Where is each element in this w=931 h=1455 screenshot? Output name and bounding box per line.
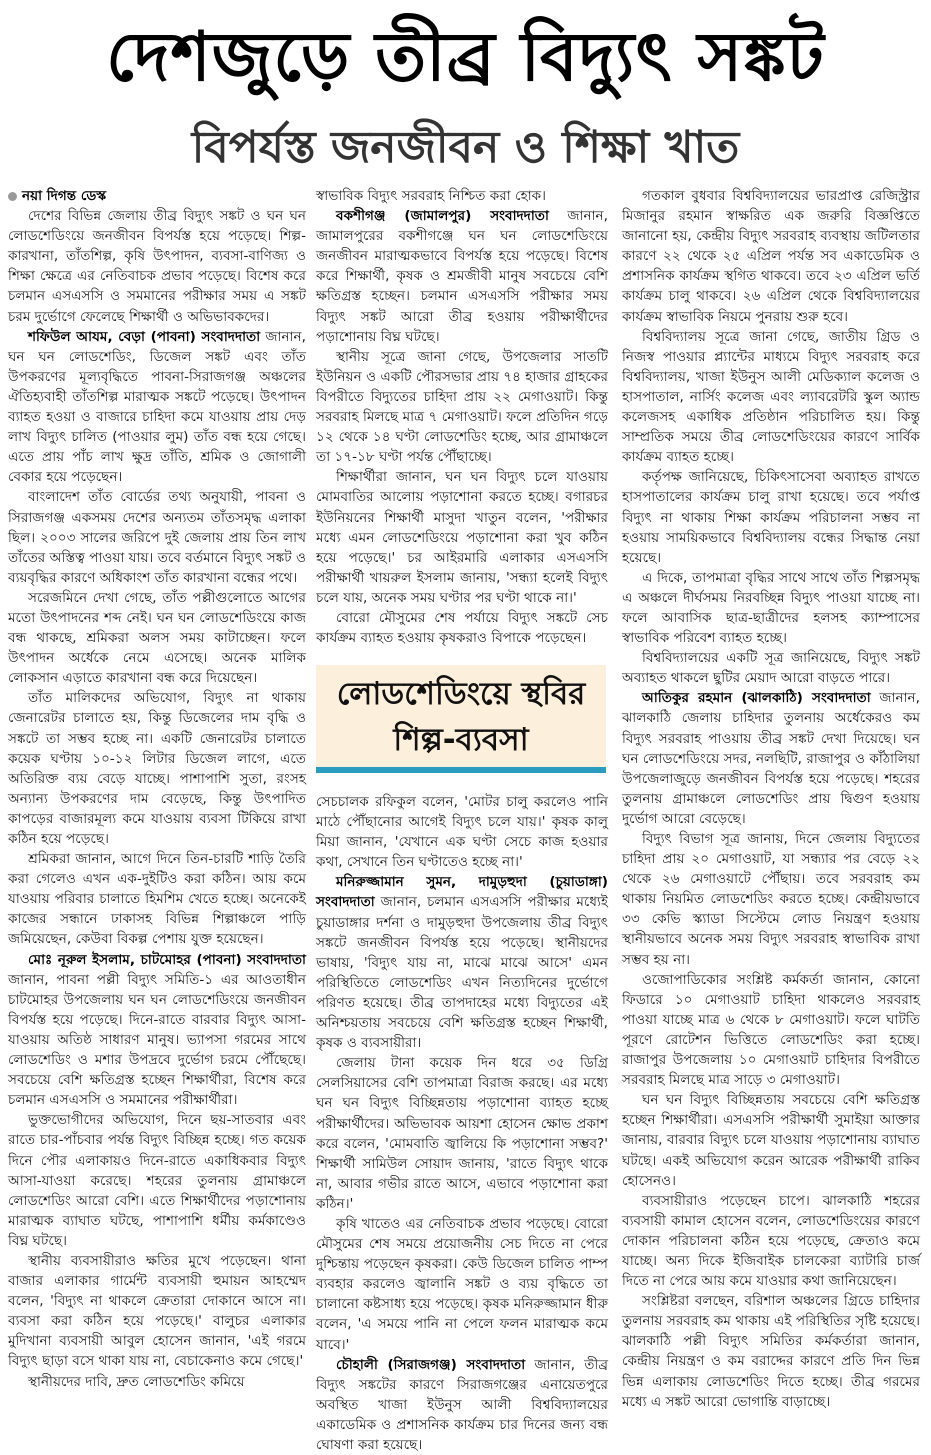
subsection-heading-box xyxy=(316,665,606,773)
paragraph-text: বোরো মৌসুমের শেষ পর্যায়ে বিদ্যুৎ সঙ্কটে সেচ কার্যক্রম ব্যাহত হওয়ায় কৃষকরাও বিপাকে পড়েছেন। xyxy=(316,609,608,647)
article-paragraph xyxy=(622,1291,920,1412)
article-paragraph xyxy=(316,1053,608,1214)
subheadline: বিপর্যস্ত জনজীবন ও শিক্ষা খাত xyxy=(191,122,740,173)
subsection-heading-line-2: শিল্প-ব্যবসা xyxy=(393,722,529,758)
paragraph-text: জেলায় টানা কয়েক দিন ধরে ৩৫ ডিগ্রি সেলসিয়াসের বেশি তাপমাত্রা বিরাজ করছে। এর মধ্যে ঘন ঘন বিদ্যুৎ বিচ্ছিন্নতায় পড়াশোনা ব্যাহত হচ্ছে পরীক্ষার্থীদের। অভিভাবক আয়শা হোসেন ক্ষোভ প্রকাশ করে বলেন, 'মোমবাতি জ্বালিয়ে কি পড়াশোনা সম্ভব?' শিক্ষার্থী সামিউল সোয়াদ জানায়, 'রাতে বিদ্যুৎ থাকে না, আবার গভীর রাতে আসে, এভাবে পড়াশোনা করা কঠিন।' xyxy=(316,1055,608,1212)
article-paragraph xyxy=(622,648,920,688)
paragraph-text: স্থানীয় সূত্রে জানা গেছে, উপজেলার সাতটি ইউনিয়ন ও একটি পৌরসভার প্রায় ৭৪ হাজার গ্রাহকের বিপরীতে বিদ্যুতের চাহিদা প্রায় ২২ মেগাওয়াট। কিন্তু সরবরাহ মিলছে মাত্র ৭ মেগাওয়াট। ফলে প্রতিদিন গড়ে ১২ থেকে ১৪ ঘণ্টা লোডশেডিং হচ্ছে, আর গ্রামাঞ্চলে তা ১৭-১৮ ঘণ্টা পর্যন্ত পৌঁছাচ্ছে। xyxy=(316,348,608,466)
paragraph-text: সরেজমিনে দেখা গেছে, তাঁত পল্লীগুলোতে আগের মতো উৎপাদনের শব্দ নেই। ঘন ঘন লোডশেডিংয়ে কাজ বন্ধ থাকছে, শ্রমিকরা অলস সময় কাটাচ্ছেন। ফলে উৎপাদন অর্ধেকে নেমে এসেছে। অনেক মালিক লোকসান এড়াতে কারখানা বন্ধ করে দিয়েছেন। xyxy=(8,589,306,687)
article-paragraph xyxy=(8,950,306,1111)
article-paragraph xyxy=(8,206,306,327)
article-paragraph xyxy=(8,487,306,587)
paragraph-text: জানান, তীব্র বিদ্যুৎ সঙ্কটের কারণে সিরাজগঞ্জের এনায়েতপুরে অবস্থিত খাজা ইউনুস আলী বিশ্ববিদ্যালয়ের একাডেমিক ও প্রশাসনিক কার্যক্রম চার দিনের জন্য বন্ধ ঘোষণা করা হয়েছে। xyxy=(316,1356,608,1453)
paragraph-text: গতকাল বুধবার বিশ্ববিদ্যালয়ের ভারপ্রাপ্ত রেজিস্ট্রার মিজানুর রহমান স্বাক্ষরিত এক জরুরি বিজ্ঞপ্তিতে জানানো হয়, কেন্দ্রীয় বিদ্যুৎ সরবরাহ ব্যবস্থায় জটিলতার কারণে ২২ থেকে ২৫ এপ্রিল পর্যন্ত সব একাডেমিক ও প্রশাসনিক কার্যক্রম স্থগিত থাকবে। তবে ২৩ এপ্রিল ভর্তি কার্যক্রম চালু থাকবে। ২৬ এপ্রিল থেকে বিশ্ববিদ্যালয়ের কার্যক্রম স্বাভাবিক নিয়মে পুনরায় শুরু হবে। xyxy=(622,188,920,325)
article-paragraph xyxy=(622,467,920,567)
article-paragraph xyxy=(8,1372,306,1392)
article-paragraph xyxy=(622,568,920,648)
paragraph-text: বিশ্ববিদ্যালয়ের একটি সূত্র জানিয়েছে, বিদ্যুৎ সঙ্কট অব্যাহত থাকলে ছুটির মেয়াদ আরো বাড়তে পারে। xyxy=(622,650,920,687)
paragraph-text: ব্যবসায়ীরাও পড়েছেন চাপে। ঝালকাঠি শহরের ব্যবসায়ী কামাল হোসেন বলেন, লোডশেডিংয়ের কারণে দোকান পরিচালনা কঠিন হয়ে পড়েছে, ক্রেতাও কমে যাচ্ছে। অন্য দিকে ইজিবাইক চালকেরা ব্যাটারি চার্জ দিতে না পেরে আয় কমে যাওয়ার কথা জানিয়েছেন। xyxy=(622,1192,920,1290)
article-paragraph xyxy=(316,608,608,648)
paragraph-text: শ্রমিকরা জানান, আগে দিনে তিন-চারটি শাড়ি তৈরি করা গেলেও এখন এক-দুইটিও করা কঠিন। আয় কমে যাওয়ায় পরিবার চালাতে হিমশিম খেতে হচ্ছে। অনেকেই কাজের সন্ধানে ঢাকাসহ বিভিন্ন শিল্পাঞ্চলে পাড়ি জমিয়েছেন, কেউবা বিকল্প পেশায় যুক্ত হয়েছেন। xyxy=(8,851,306,948)
article-paragraph xyxy=(316,1355,608,1455)
article-paragraph xyxy=(8,849,306,949)
article-paragraph xyxy=(316,467,608,608)
column-3 xyxy=(622,186,920,1410)
article-paragraph xyxy=(316,206,608,347)
paragraph-text: জানান, জামালপুরের বকশীগঞ্জে ঘন ঘন লোডশেডিংয়ে জনজীবন মারাত্মকভাবে বিপর্যস্ত হয়ে পড়েছে। বিশেষ করে শিক্ষার্থী, কৃষক ও শ্রমজীবী মানুষ সবচেয়ে বেশি ক্ষতিগ্রস্ত হচ্ছেন। চলমান এসএসসি পরীক্ষার সময় বিদ্যুৎ সঙ্কট আরো তীব্র হওয়ায় পরীক্ষার্থীদের পড়াশোনায় বিঘ্ন ঘটছে। xyxy=(316,208,608,345)
correspondent-byline: মনিরুজ্জামান সুমন, দামুড়হুদা (চুয়াডাঙ্গা) সংবাদদাতা xyxy=(316,874,608,911)
paragraph-text: সংশ্লিষ্টরা বলছেন, বরিশাল অঞ্চলের গ্রিডে চাহিদার তুলনায় সরবরাহ কম থাকায় এই পরিস্থিতির সৃষ্টি হয়েছে। ঝালকাঠি পল্লী বিদ্যুৎ সমিতির কর্মকর্তারা জানান, কেন্দ্রীয় নিয়ন্ত্রণ ও কম বরাদ্দের কারণে প্রতি দিন ভিন্ন ভিন্ন এলাকায় লোডশেডিং দিতে হচ্ছে। তীব্র গরমের মধ্যে এ সঙ্কট আরো ভোগান্তি বাড়াচ্ছে। xyxy=(622,1293,920,1410)
article-paragraph xyxy=(622,970,920,1091)
article-paragraph xyxy=(622,829,920,970)
paragraph-text: ঘন ঘন বিদ্যুৎ বিচ্ছিন্নতায় সবচেয়ে বেশি ক্ষতিগ্রস্ত হচ্ছেন শিক্ষার্থীরা। এসএসসি পরীক্ষার্থী সুমাইয়া আক্তার জানায়, বারবার বিদ্যুৎ চলে যাওয়ায় পড়াশোনায় ব্যাঘাত ঘটছে। একই অভিযোগ করেন আরেক পরীক্ষার্থী রাকিব হোসেনও। xyxy=(622,1092,920,1189)
paragraph-text: বাংলাদেশ তাঁত বোর্ডের তথ্য অনুযায়ী, পাবনা ও সিরাজগঞ্জ একসময় দেশের অন্যতম তাঁতসমৃদ্ধ এলাকা ছিল। ২০০৩ সালের জরিপে দুই জেলায় প্রায় তিন লাখ তাঁতের অস্তিত্ব পাওয়া যায়। তবে বর্তমানে বিদ্যুৎ সঙ্কট ও ব্যয়বৃদ্ধির কারণে অধিকাংশ তাঁত কারখানা বন্ধের পথে। xyxy=(8,489,306,586)
article-paragraph xyxy=(8,1110,306,1251)
paragraph-text: তাঁত মালিকদের অভিযোগ, বিদ্যুৎ না থাকায় জেনারেটর চালাতে হয়, কিন্তু ডিজেলের দাম বৃদ্ধি ও সঙ্কটে তা সম্ভব হচ্ছে না। একটি জেনারেটর চালাতে কয়েক ঘণ্টায় ১০-১২ লিটার ডিজেল লাগে, এতে অতিরিক্ত ব্যয় বেড়ে যাচ্ছে। পাশাপাশি সুতা, রংসহ অন্যান্য উপকরণের দাম বেড়েছে, কিন্তু উৎপাদিত কাপড়ের বাজারমূল্য কমে যাওয়ায় ব্যবসা টিকিয়ে রাখা কঠিন হয়ে পড়েছে। xyxy=(8,690,306,847)
article-paragraph xyxy=(316,186,608,206)
correspondent-byline: বকশীগঞ্জ (জামালপুর) সংবাদদাতা xyxy=(336,208,549,225)
article-paragraph xyxy=(622,1191,920,1291)
paragraph-text: জানান, ঝালকাঠি জেলায় চাহিদার তুলনায় অর্ধেকেরও কম বিদ্যুৎ সরবরাহ পাওয়ায় তীব্র সঙ্কট দেখা দিয়েছে। ঘন ঘন লোডশেডিংয়ে সদর, নলছিটি, রাজাপুর ও কাঁঠালিয়া উপজেলাজুড়ে জনজীবন বিপর্যস্ত হয়ে পড়েছে। শহরের তুলনায় গ্রামাঞ্চলে লোডশেডিং প্রায় দ্বিগুণ হওয়ায় দুর্ভোগ আরো বেড়েছে। xyxy=(622,690,920,827)
article-paragraph xyxy=(622,688,920,829)
desk-name: নয়া দিগন্ত ডেস্ক xyxy=(22,188,107,204)
paragraph-text: বিদ্যুৎ বিভাগ সূত্র জানায়, দিনে জেলায় বিদ্যুতের চাহিদা প্রায় ২০ মেগাওয়াট, যা সন্ধ্যার পর বেড়ে ২২ থেকে ২৬ মেগাওয়াটে পৌঁছায়। তবে সরবরাহ কম থাকায় নিয়মিত লোডশেডিং করতে হচ্ছে। কেন্দ্রীয়ভাবে ৩৩ কেভি স্ক্যাডা সিস্টেমে লোড নিয়ন্ত্রণ হওয়ায় স্থানীয়ভাবে অনেক সময় বিদ্যুৎ সরবরাহ স্বাভাবিক রাখা সম্ভব হয় না। xyxy=(622,831,920,968)
correspondent-byline: আতিকুর রহমান (ঝালকাঠি) সংবাদদাতা xyxy=(642,690,871,707)
paragraph-text: ভুক্তভোগীদের অভিযোগ, দিনে ছয়-সাতবার এবং রাতে চার-পাঁচবার পর্যন্ত বিদ্যুৎ বিচ্ছিন্ন হচ্ছে। গত কয়েক দিনে পৌর এলাকায়ও দিনে-রাতে একাধিকবার বিদ্যুৎ আসা-যাওয়া করেছে। শহরের তুলনায় গ্রামাঞ্চলে লোডশেডিং আরো বেশি। এতে শিক্ষার্থীদের পড়াশোনায় মারাত্মক ব্যাঘাত ঘটছে, পাশাপাশি ধর্মীয় কর্মকাণ্ডেও বিঘ্ন ঘটছে। xyxy=(8,1112,306,1249)
paragraph-text: বিশ্ববিদ্যালয় সূত্রে জানা গেছে, জাতীয় গ্রিড ও নিজস্ব পাওয়ার প্ল্যান্টের মাধ্যমে বিদ্যুৎ সরবরাহ করে বিশ্ববিদ্যালয়, খাজা ইউনুস আলী মেডিক্যাল কলেজ ও হাসপাতাল, নার্সিং কলেজ এবং ল্যাবরেটরি স্কুল অ্যান্ড কলেজসহ একাধিক প্রতিষ্ঠান পরিচালিত হয়। কিন্তু সাম্প্রতিক সময়ে তীব্র লোডশেডিংয়ের কারণে সার্বিক কার্যক্রম ব্যাহত হচ্ছে। xyxy=(622,328,920,466)
correspondent-byline: চৌহালী (সিরাজগঞ্জ) সংবাদদাতা xyxy=(336,1356,526,1373)
bullet-icon xyxy=(8,192,17,201)
paragraph-text: জানান, ঘন ঘন লোডশেডিং, ডিজেল সঙ্কট এবং তাঁত উপকরণের মূল্যবৃদ্ধিতে পাবনা-সিরাজগঞ্জ অঞ্চলের ঐতিহ্যবাহী তাঁতশিল্প মারাত্মক সঙ্কটে পড়েছে। উৎপাদন ব্যাহত হওয়া ও বাজারে চাহিদা কমে যাওয়ায় প্রায় দেড় লাখ বিদ্যুৎ চালিত (পাওয়ার লুম) তাঁত বন্ধ হয়ে গেছে। এতে প্রায় পাঁচ লাখ ক্ষুদ্র তাঁতি, শ্রমিক ও জোগালী বেকার হয়ে পড়েছেন। xyxy=(8,328,306,486)
article-paragraph xyxy=(8,688,306,849)
correspondent-byline: মোঃ নূরুল ইসলাম, চাটমোহর (পাবনা) সংবাদদাতা xyxy=(28,951,306,968)
paragraph-text: এ দিকে, তাপমাত্রা বৃদ্ধির সাথে সাথে তাঁত শিল্পসমৃদ্ধ এ অঞ্চলে দীর্ঘসময় নিরবচ্ছিন্ন বিদ্যুৎ পাওয়া যাচ্ছে না। ফলে আবাসিক ছাত্র-ছাত্রীদের হলসহ ক্যাম্পাসের স্বাভাবিক পরিবেশ ব্যাহত হচ্ছে। xyxy=(622,569,920,647)
column-1 xyxy=(8,186,306,1401)
article-paragraph xyxy=(8,588,306,688)
article-paragraph xyxy=(316,792,608,872)
dateline xyxy=(8,186,306,206)
column-2-bottom xyxy=(316,792,608,1453)
paragraph-text: কৃষি খাতেও এর নেতিবাচক প্রভাব পড়েছে। বোরো মৌসুমের শেষ সময়ে প্রয়োজনীয় সেচ দিতে না পেরে দুশ্চিন্তায় পড়েছেন কৃষকরা। কেউ ডিজেল চালিত পাম্প ব্যবহার করলেও জ্বালানি সঙ্কট ও ব্যয় বৃদ্ধিতে তা চালানো কষ্টসাধ্য হয়ে পড়েছে। কৃষক মনিরুজ্জামান ধীরু বলেন, 'এ সময়ে পানি না পেলে ফলন মারাত্মক কমে যাবে।' xyxy=(316,1215,608,1353)
article-paragraph xyxy=(622,1090,920,1190)
paragraph-text: জানান, চলমান এসএসসি পরীক্ষার মধ্যেই চুয়াডাঙ্গার দর্শনা ও দামুড়হুদা উপজেলায় তীব্র বিদ্যুৎ সঙ্কটে জনজীবন বিপর্যস্ত হয়ে পড়েছে। স্থানীয়দের ভাষায়, 'বিদ্যুৎ যায় না, মাঝে মাঝে আসে' এমন পরিস্থিতিতে লোডশেডিং এখন নিত্যদিনের দুর্ভোগে পরিণত হয়েছে। তীব্র তাপদাহের মধ্যে বিদ্যুতের এই অনিশ্চয়তায় সবচেয়ে বেশি ক্ষতিগ্রস্ত হচ্ছেন শিক্ষার্থী, কৃষক ও ব্যবসায়ীরা। xyxy=(316,894,608,1052)
paragraph-text: জানান, পাবনা পল্লী বিদ্যুৎ সমিতি-১ এর আওতাধীন চাটমোহর উপজেলায় ঘন ঘন লোডশেডিংয়ে জনজীবন বিপর্যস্ত হয়ে পড়েছে। দিনে-রাতে বারবার বিদ্যুৎ আসা-যাওয়ায় অতিষ্ঠ সাধারণ মানুষ। ভ্যাপসা গরমের সাথে লোডশেডিং ও মশার উপদ্রবে দুর্ভোগ চরমে পৌঁছেছে। সবচেয়ে বেশি ক্ষতিগ্রস্ত হচ্ছেন শিক্ষার্থীরা, বিশেষ করে চলমান এসএসসি ও সমমানের পরীক্ষার্থীরা। xyxy=(8,971,306,1109)
paragraph-text: স্থানীয় ব্যবসায়ীরাও ক্ষতির মুখে পড়েছেন। থানা বাজার এলাকার গার্মেন্ট ব্যবসায়ী হুমায়ন আহম্মেদ বলেন, 'বিদ্যুৎ না থাকলে ক্রেতারা দোকানে আসে না। ব্যবসা করা কঠিন হয়ে পড়েছে।' বালুচর এলাকার মুদিখানা ব্যবসায়ী আবুল হোসেন জানান, 'এই গরমে বিদ্যুৎ ছাড়া বসে থাকা যায় না, বেচাকেনাও কমে গেছে।' xyxy=(8,1252,306,1370)
subsection-heading-line-1: লোডশেডিংয়ে স্থবির xyxy=(336,676,586,712)
column-2-top xyxy=(316,186,608,646)
paragraph-text: স্থানীয়দের দাবি, দ্রুত লোডশেডিং কমিয়ে xyxy=(28,1373,245,1390)
article-paragraph xyxy=(316,1214,608,1355)
paragraph-text: সেচচালক রফিকুল বলেন, 'মোটর চালু করলেও পানি মাঠে পৌঁছানোর আগেই বিদ্যুৎ চলে যায়।' কৃষক কালু মিয়া জানান, 'যেখানে এক ঘণ্টা সেচে কাজ হওয়ার কথা, সেখানে তিন ঘণ্টাতেও হচ্ছে না।' xyxy=(316,794,608,871)
article-paragraph xyxy=(316,872,608,1053)
correspondent-byline: শফিউল আযম, বেড়া (পাবনা) সংবাদদাতা xyxy=(28,328,261,345)
paragraph-text: কর্তৃপক্ষ জানিয়েছে, চিকিৎসাসেবা অব্যাহত রাখতে হাসপাতালের কার্যক্রম চালু রাখা হয়েছে। তবে পর্যাপ্ত বিদ্যুৎ না থাকায় শিক্ষা কার্যক্রম পরিচালনা সম্ভব না হওয়ায় সাময়িকভাবে বিশ্ববিদ্যালয় বন্ধের সিদ্ধান্ত নেয়া হয়েছে। xyxy=(622,469,920,566)
paragraph-text: দেশের বিভিন্ন জেলায় তীব্র বিদ্যুৎ সঙ্কট ও ঘন ঘন লোডশেডিংয়ে জনজীবন বিপর্যস্ত হয়ে পড়েছে। শিল্প-কারখানা, তাঁতশিল্প, কৃষি উৎপাদন, ব্যবসা-বাণিজ্য ও শিক্ষা ক্ষেত্রে এর নেতিবাচক প্রভাব পড়েছে। বিশেষ করে চলমান এসএসসি ও সমমানের পরীক্ষার সময় এ সঙ্কট চরম দুর্ভোগে ফেলেছে শিক্ষার্থী ও অভিভাবকদের। xyxy=(8,208,306,325)
paragraph-text: স্বাভাবিক বিদ্যুৎ সরবরাহ নিশ্চিত করা হোক। xyxy=(316,188,547,204)
article-paragraph xyxy=(622,327,920,468)
article-paragraph xyxy=(622,186,920,327)
article-paragraph xyxy=(316,347,608,468)
article-paragraph xyxy=(8,327,306,488)
article-paragraph xyxy=(8,1251,306,1372)
paragraph-text: ওজোপাডিকোর সংশ্লিষ্ট কর্মকর্তা জানান, কোনো ফিডারে ১০ মেগাওয়াট চাহিদা থাকলেও সরবরাহ পাওয়া যাচ্ছে মাত্র ৬ থেকে ৮ মেগাওয়াট। ফলে ঘাটতি পূরণে রোটেশন ভিত্তিতে লোডশেডিং করা হচ্ছে। রাজাপুর উপজেলায় ১০ মেগাওয়াট চাহিদার বিপরীতে সরবরাহ মিলছে মাত্র সাড়ে ৩ মেগাওয়াট। xyxy=(622,971,920,1089)
paragraph-text: শিক্ষার্থীরা জানান, ঘন ঘন বিদ্যুৎ চলে যাওয়ায় মোমবাতির আলোয় পড়াশোনা করতে হচ্ছে। বগারচর ইউনিয়নের শিক্ষার্থী মাসুদা খাতুন বলেন, 'পরীক্ষার মধ্যে এমন লোডশেডিংয়ে পড়াশোনা করা খুব কঠিন হয়ে পড়েছে।' চর আইরমারি এলাকার এসএসসি পরীক্ষার্থী খায়রুল ইসলাম জানায়, 'সন্ধ্যা হলেই বিদ্যুৎ চলে যায়, অনেক সময় ঘণ্টার পর ঘণ্টা থাকে না।' xyxy=(316,469,608,606)
headline: দেশজুড়ে তীব্র বিদ্যুৎ সঙ্কট xyxy=(106,18,825,97)
